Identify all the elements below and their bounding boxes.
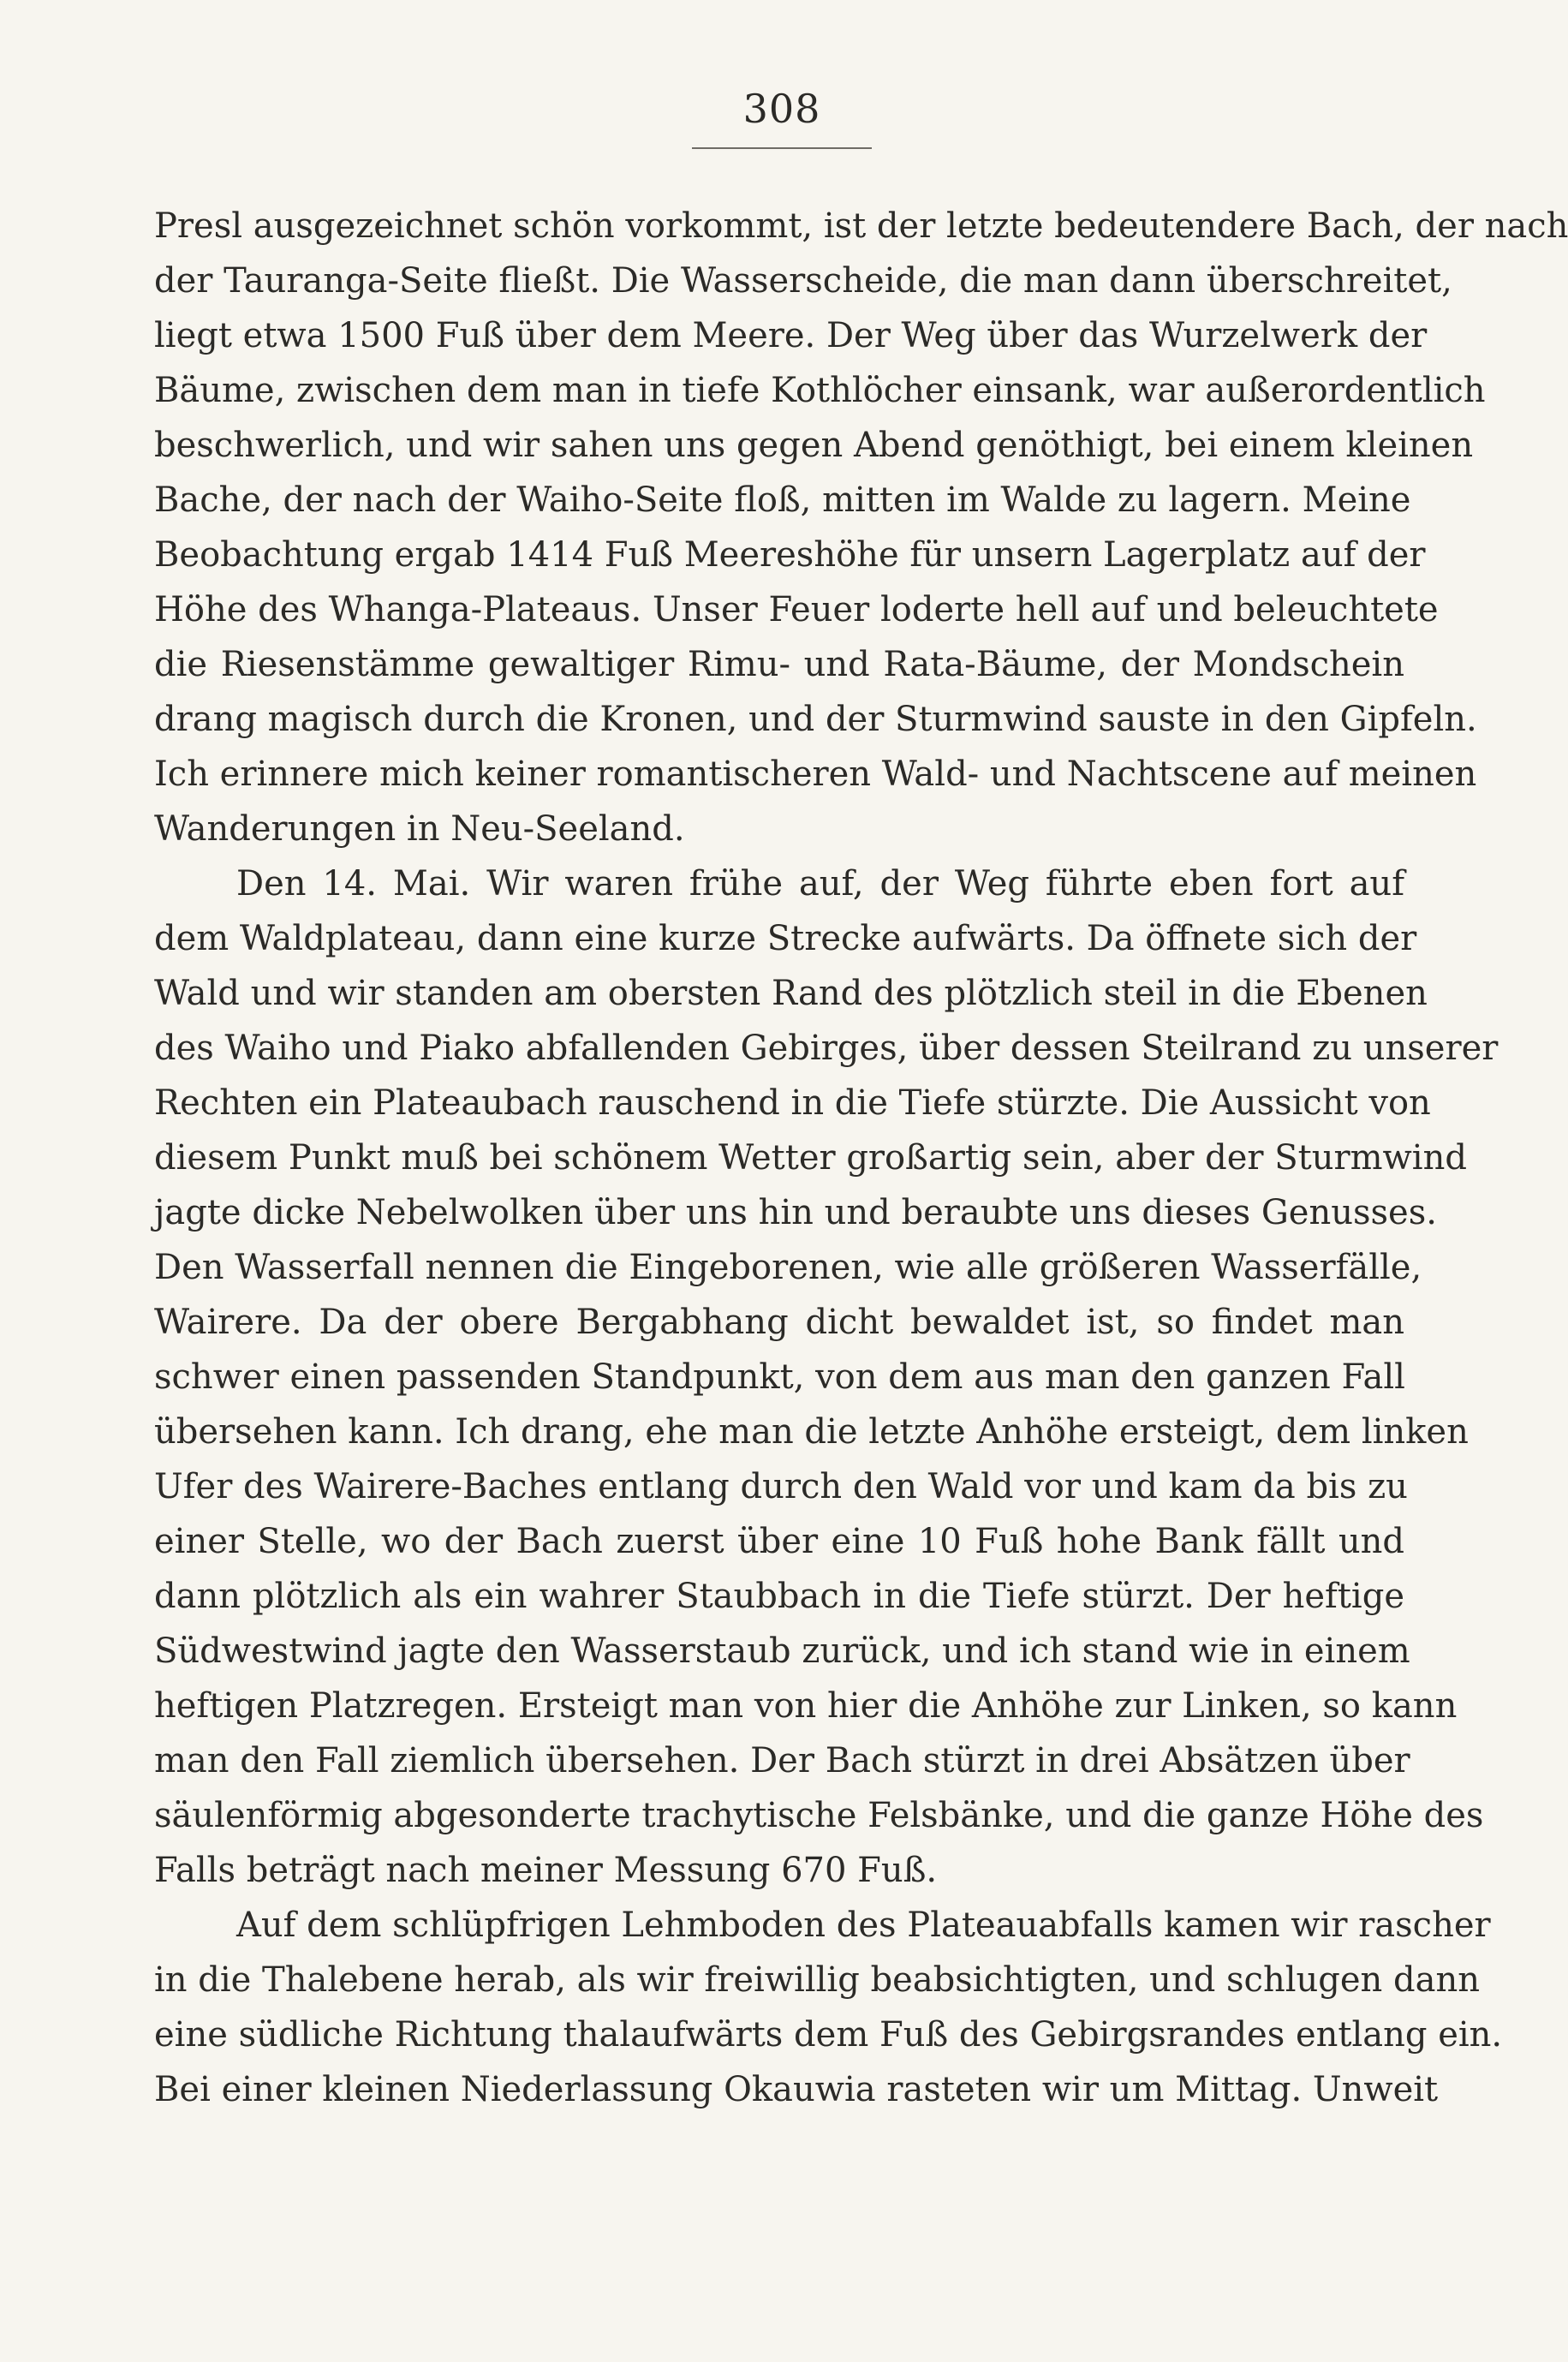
text-line: Bäume, zwischen dem man in tiefe Kothlöcher einsank, war außerordentlich <box>154 371 1486 410</box>
text-line: säulenförmig abgesonderte trachytische Felsbänke, und die ganze Höhe des <box>154 1796 1484 1835</box>
text-line: Falls beträgt nach meiner Messung 670 Fuß. <box>154 1851 938 1890</box>
text-line: jagte dicke Nebelwolken über uns hin und beraubte uns dieses Genusses. <box>154 1193 1437 1232</box>
text-line: man den Fall ziemlich übersehen. Der Bach stürzt in drei Absätzen über <box>154 1741 1410 1780</box>
text-line: Südwestwind jagte den Wasserstaub zurück, und ich stand wie in einem <box>154 1631 1410 1671</box>
text-line: liegt etwa 1500 Fuß über dem Meere. Der Weg über das Wurzelwerk der <box>154 316 1428 355</box>
text-line: Rechten ein Plateaubach rauschend in die Tiefe stürzte. Die Aussicht von <box>154 1083 1431 1123</box>
text-line: in die Thalebene herab, als wir freiwillig beabsichtigten, und schlugen dann <box>154 1960 1480 2000</box>
text-line: Wairere. Da der obere Bergabhang dicht bewaldet ist, so findet man <box>154 1303 1404 1342</box>
text-line: Beobachtung ergab 1414 Fuß Meereshöhe für unsern Lagerplatz auf der <box>154 535 1426 575</box>
text-line: dem Waldplateau, dann eine kurze Strecke aufwärts. Da öffnete sich der <box>154 919 1417 958</box>
text-line: Den 14. Mai. Wir waren frühe auf, der Weg führte eben fort auf <box>236 864 1404 904</box>
text-line: dann plötzlich als ein wahrer Staubbach in die Tiefe stürzt. Der heftige <box>154 1577 1404 1616</box>
page-number: 308 <box>742 86 821 132</box>
text-line: diesem Punkt muß bei schönem Wetter großartig sein, aber der Sturmwind <box>154 1138 1467 1178</box>
header-rule <box>692 147 872 149</box>
text-line: des Waiho und Piako abfallenden Gebirges, über dessen Steilrand zu unserer <box>154 1029 1499 1068</box>
text-line: Höhe des Whanga-Plateaus. Unser Feuer loderte hell auf und beleuchtete <box>154 590 1439 629</box>
text-line: Wald und wir standen am obersten Rand des plötzlich steil in die Ebenen <box>154 974 1428 1013</box>
text-line: Auf dem schlüpfrigen Lehmboden des Plateauabfalls kamen wir rascher <box>236 1906 1491 1945</box>
text-line: die Riesenstämme gewaltiger Rimu- und Rata-Bäume, der Mondschein <box>154 645 1404 684</box>
text-line: heftigen Platzregen. Ersteigt man von hier die Anhöhe zur Linken, so kann <box>154 1686 1458 1726</box>
text-line: drang magisch durch die Kronen, und der Sturmwind sauste in den Gipfeln. <box>154 700 1477 739</box>
text-line: Bei einer kleinen Niederlassung Okauwia rasteten wir um Mittag. Unweit <box>154 2070 1439 2109</box>
text-line: einer Stelle, wo der Bach zuerst über eine 10 Fuß hohe Bank fällt und <box>154 1522 1404 1561</box>
text-line: Den Wasserfall nennen die Eingeborenen, wie alle größeren Wasserfälle, <box>154 1248 1422 1287</box>
text-line: der Tauranga-Seite fließt. Die Wasserscheide, die man dann überschreitet, <box>154 261 1452 301</box>
text-line: Presl ausgezeichnet schön vorkommt, ist der letzte bedeutendere Bach, der nach <box>154 206 1568 246</box>
text-line: übersehen kann. Ich drang, ehe man die letzte Anhöhe ersteigt, dem linken <box>154 1412 1469 1452</box>
text-line: Ufer des Wairere-Baches entlang durch den Wald vor und kam da bis zu <box>154 1467 1408 1506</box>
text-line: Wanderungen in Neu-Seeland. <box>154 809 685 849</box>
text-line: eine südliche Richtung thalaufwärts dem Fuß des Gebirgsrandes entlang ein. <box>154 2015 1503 2055</box>
text-line: beschwerlich, und wir sahen uns gegen Abend genöthigt, bei einem kleinen <box>154 426 1474 465</box>
body-text <box>154 199 1568 2117</box>
text-line: Ich erinnere mich keiner romantischeren Wald- und Nachtscene auf meinen <box>154 755 1477 794</box>
text-line: Bache, der nach der Waiho-Seite floß, mitten im Walde zu lagern. Meine <box>154 480 1411 520</box>
text-line: schwer einen passenden Standpunkt, von dem aus man den ganzen Fall <box>154 1357 1405 1397</box>
